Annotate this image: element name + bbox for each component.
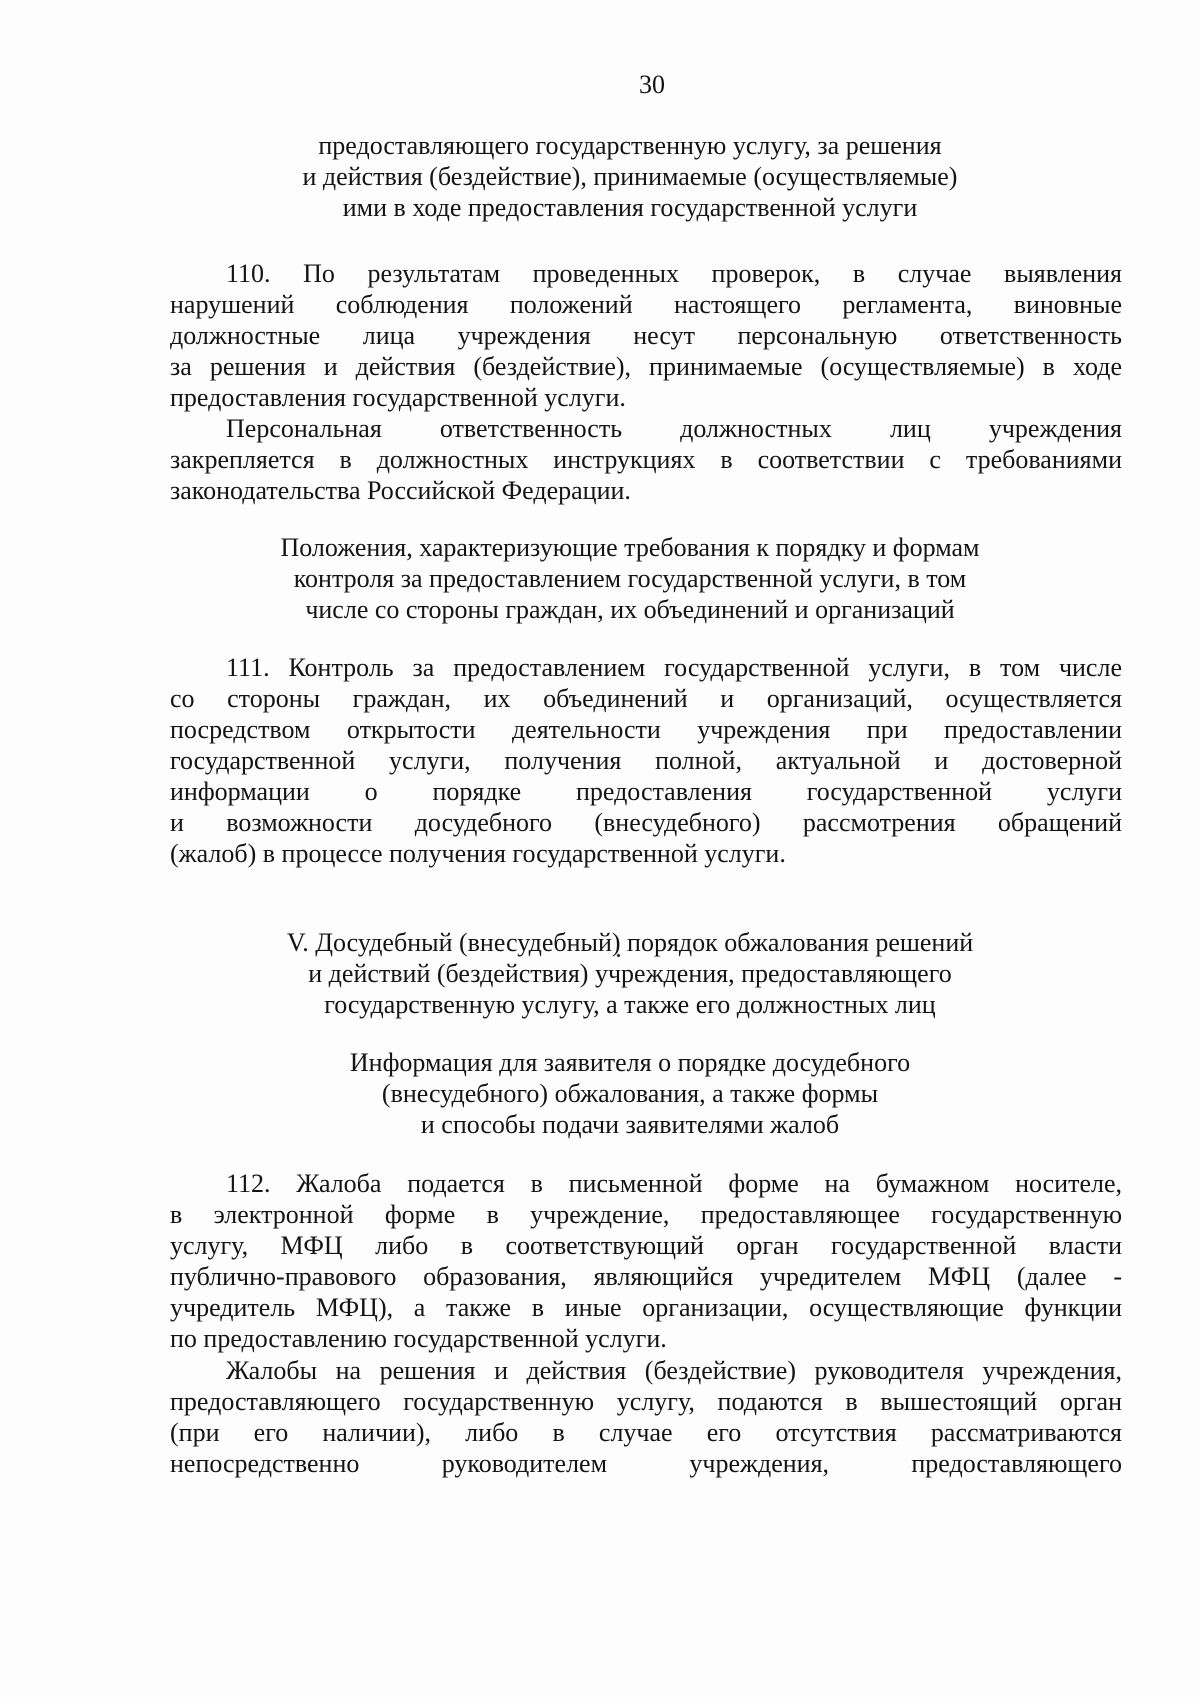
paragraph-line: (при его наличии), либо в случае его отсутствия рассматриваются [170, 1418, 1122, 1447]
paragraph-line: 111. Контроль за предоставлением государственной услуги, в том числе [226, 653, 1122, 682]
paragraph-line: (жалоб) в процессе получения государственной услуги. [170, 839, 786, 868]
paragraph-112-complaints [170, 1355, 1122, 1479]
heading-line: Информация для заявителя о порядке досудебного [349, 1048, 911, 1077]
paragraph-line: по предоставлению государственной услуги. [170, 1324, 667, 1353]
heading-line: и действия (бездействие), принимаемые (осуществляемые) [302, 162, 958, 191]
paragraph-line: учредитель МФЦ), а также в иные организации, осуществляющие функции [170, 1293, 1122, 1322]
paragraph-line: 110. По результатам проведенных проверок, в случае выявления [226, 259, 1122, 288]
heading-line: и действий (бездействия) учреждения, предоставляющего [308, 959, 952, 988]
paragraph-line: за решения и действия (бездействие), принимаемые (осуществляемые) в ходе [170, 352, 1122, 381]
paragraph-line: предоставления государственной услуги. [170, 383, 626, 412]
heading-control-requirements [170, 532, 1090, 625]
paragraph-line: в электронной форме в учреждение, предоставляющее государственную [170, 1200, 1122, 1229]
page-number: 30 [639, 70, 665, 99]
paragraph-line: государственной услуги, получения полной, актуальной и достоверной [170, 746, 1122, 775]
paragraph-line: закрепляется в должностных инструкциях в соответствии с требованиями [170, 445, 1122, 474]
paragraph-line: публично-правового образования, являющийся учредителем МФЦ (далее - [170, 1262, 1122, 1291]
paragraph-line: непосредственно руководителем учреждения, предоставляющего [170, 1449, 1122, 1478]
heading-line: V. Досудебный (внесудебный) порядок обжалования решений [286, 928, 974, 957]
heading-line: Положения, характеризующие требования к порядку и формам [280, 533, 980, 562]
paragraph-line: предоставляющего государственную услугу, подаются в вышестоящий орган [170, 1387, 1122, 1416]
heading-line: и способы подачи заявителями жалоб [420, 1110, 840, 1139]
paragraph-line: услугу, МФЦ либо в соответствующий орган государственной власти [170, 1231, 1122, 1260]
heading-applicant-info [170, 1047, 1090, 1140]
heading-line: числе со стороны граждан, их объединений и организаций [305, 595, 955, 624]
paragraph-line: Жалобы на решения и действия (бездействие) руководителя учреждения, [226, 1356, 1122, 1385]
paragraph-line: законодательства Российской Федерации. [170, 476, 631, 505]
paragraph-110-personal [170, 413, 1122, 506]
paragraph-line: нарушений соблюдения положений настоящего регламента, виновные [170, 290, 1122, 319]
paragraph-line: посредством открытости деятельности учреждения при предоставлении [170, 715, 1122, 744]
paragraph-line: информации о порядке предоставления государственной услуги [170, 777, 1122, 806]
paragraph-111 [170, 652, 1122, 869]
heading-line: ими в ходе предоставления государственной услуги [342, 193, 918, 222]
heading-section-v [170, 927, 1090, 1020]
heading-responsibility [170, 130, 1090, 223]
paragraph-line: Персональная ответственность должностных лиц учреждения [226, 414, 1122, 443]
heading-line: контроля за предоставлением государственной услуги, в том [293, 564, 967, 593]
paragraph-line: 112. Жалоба подается в письменной форме на бумажном носителе, [226, 1169, 1122, 1198]
heading-line: государственную услугу, а также его должностных лиц [324, 990, 936, 1019]
paragraph-110 [170, 258, 1122, 413]
paragraph-line: со стороны граждан, их объединений и организаций, осуществляется [170, 684, 1122, 713]
paragraph-line: должностные лица учреждения несут персональную ответственность [170, 321, 1122, 350]
heading-line: (внесудебного) обжалования, а также формы [381, 1079, 879, 1108]
heading-line: предоставляющего государственную услугу, за решения [318, 131, 942, 160]
paragraph-112 [170, 1168, 1122, 1354]
paragraph-line: и возможности досудебного (внесудебного) рассмотрения обращений [170, 808, 1122, 837]
